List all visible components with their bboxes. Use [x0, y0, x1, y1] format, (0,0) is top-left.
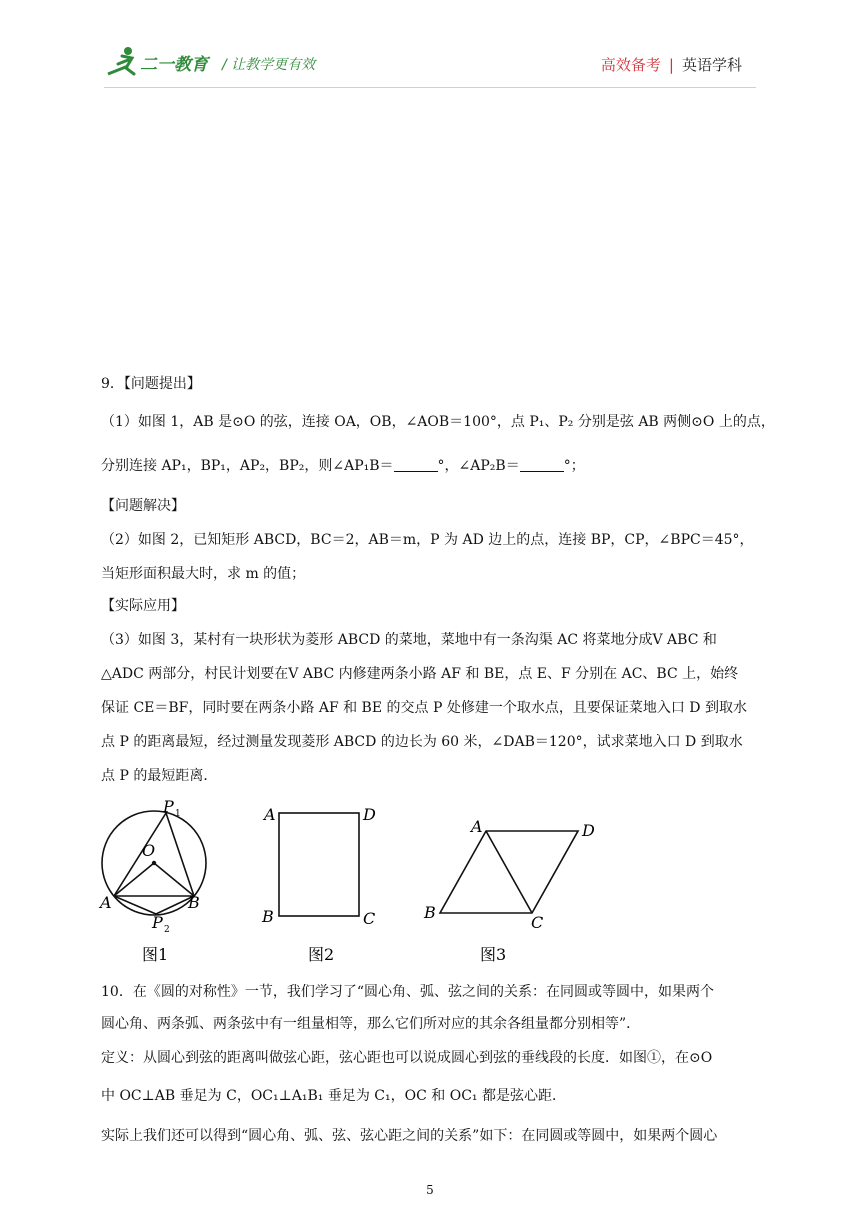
fig2-label-c: C	[363, 909, 376, 928]
figures-row	[96, 800, 616, 975]
q9-heading-apply: 【实际应用】	[101, 598, 185, 614]
fig2-label-d: D	[363, 805, 376, 824]
q9-part1-line1: （1）如图 1，AB 是⊙O 的弦，连接 OA，OB，∠AOB＝100°，点 P₁、P₂ 分别是弦 AB 两侧⊙O 上的点，	[101, 414, 775, 430]
q9-part2-line1: （2）如图 2，已知矩形 ABCD，BC＝2，AB＝m，P 为 AD 边上的点，连接 BP，CP，∠BPC＝45°，	[101, 532, 754, 548]
header-separator: |	[668, 56, 674, 74]
fig1-label-a: A	[100, 893, 112, 912]
page-number: 5	[426, 1183, 434, 1197]
q9-part3-line1: （3）如图 3，某村有一块形状为菱形 ABCD 的菜地，菜地中有一条沟渠 AC 将菜地分成V ABC 和	[101, 632, 717, 648]
fig2-rectangle	[279, 813, 359, 916]
fig3-label-b: B	[424, 903, 436, 922]
q10-line3: 定义：从圆心到弦的距离叫做弦心距，弦心距也可以说成圆心到弦的垂线段的长度．如图①，在⊙O	[101, 1050, 713, 1066]
fig1-label-p2: P	[152, 913, 163, 932]
figures-svg	[96, 800, 616, 975]
fig1-line-ap1	[114, 813, 166, 896]
fig3-diagonal-ac	[486, 831, 532, 913]
fig1-label-p1-sub: 1	[175, 809, 181, 819]
fig1-caption: 图1	[142, 945, 169, 964]
fig3-label-d: D	[582, 821, 595, 840]
fig1-label-o: O	[142, 841, 156, 860]
q9-part3-line3: 保证 CE＝BF，同时要在两条小路 AF 和 BE 的交点 P 处修建一个取水点，且要保证菜地入口 D 到取水	[101, 700, 747, 716]
answer-blank-1[interactable]	[394, 457, 438, 472]
answer-blank-2[interactable]	[520, 457, 564, 472]
q9-part3-line5: 点 P 的最短距离．	[101, 768, 218, 784]
fig1-label-p1: P	[163, 800, 174, 816]
fig2-caption: 图2	[308, 945, 335, 964]
q10-line1: 10．在《圆的对称性》一节，我们学习了“圆心角、弧、弦之间的关系：在同圆或等圆中，如果两个	[101, 984, 714, 1000]
q9-part1-text-c: °；	[563, 458, 585, 474]
fig1-label-b: B	[188, 893, 200, 912]
q10-line4: 中 OC⊥AB 垂足为 C，OC₁⊥A₁B₁ 垂足为 C₁，OC 和 OC₁ 都是弦心距．	[101, 1088, 566, 1104]
header-subject	[601, 54, 742, 75]
fig1-center-dot	[152, 861, 156, 865]
q10-line2: 圆心角、两条弧、两条弦中有一组量相等，那么它们所对应的其余各组量都分别相等”．	[101, 1016, 641, 1032]
page-header	[0, 0, 860, 90]
fig2-label-a: A	[264, 805, 276, 824]
header-tag: 高效备考	[600, 56, 661, 74]
q9-part3-line2: △ADC 两部分，村民计划要在V ABC 内修建两条小路 AF 和 BE，点 E、F 分别在 AC、BC 上，始终	[101, 666, 739, 682]
fig3-caption: 图3	[480, 945, 507, 964]
fig1-radius-oa	[114, 863, 154, 896]
logo	[104, 44, 216, 80]
q9-title: 9．【问题提出】	[101, 376, 201, 392]
header-subject-name: 英语学科	[681, 56, 742, 74]
q9-part1-text-a: 分别连接 AP₁，BP₁，AP₂，BP₂，则∠AP₁B＝	[101, 458, 394, 474]
q9-part1-text-b: °，∠AP₂B＝	[437, 458, 520, 474]
q9-heading-solve: 【问题解决】	[101, 498, 185, 514]
logo-text: 二一教育	[140, 55, 208, 75]
q9-part1-line2	[101, 456, 761, 476]
q10-line5: 实际上我们还可以得到“圆心角、弧、弦、弦心距之间的关系”如下：在同圆或等圆中，如果两个圆心	[101, 1128, 718, 1144]
header-divider	[104, 87, 756, 88]
fig3-label-c: C	[531, 913, 544, 932]
fig2-label-b: B	[262, 907, 274, 926]
fig1-label-p2-sub: 2	[164, 925, 170, 935]
fig3-label-a: A	[471, 817, 483, 836]
header-slogan: / 让教学更有效	[222, 57, 316, 73]
figure-3	[440, 831, 578, 913]
q9-part2-line2: 当矩形面积最大时，求 m 的值；	[101, 566, 306, 582]
q9-part3-line4: 点 P 的距离最短，经过测量发现菱形 ABCD 的边长为 60 米，∠DAB＝120°，试求菜地入口 D 到取水	[101, 734, 743, 750]
